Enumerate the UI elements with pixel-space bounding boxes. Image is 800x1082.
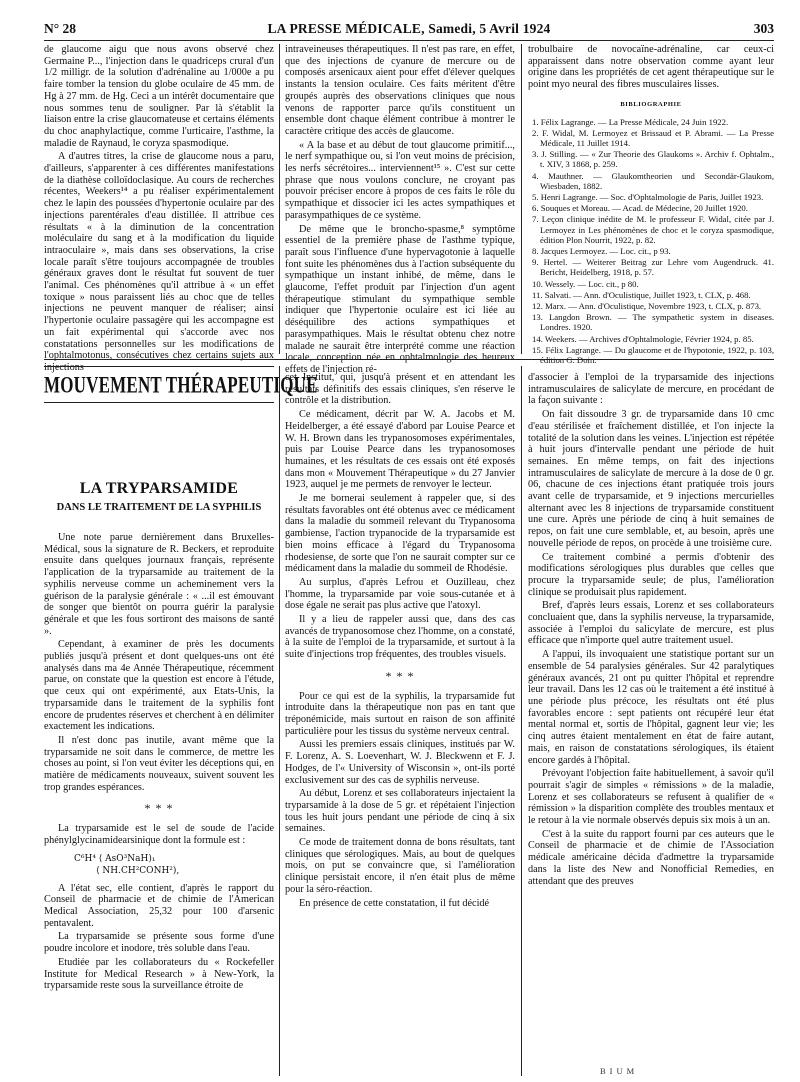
paragraph: Bref, d'après leurs essais, Lorenz et ses collaborateurs concluaient que, dans la syphilis nerveuse, la tryparsamide, associée à l'emploi du salicylate de mercure, est plus efficace que n'importe quel autre traitement usuel. (528, 600, 774, 647)
bibliography-entry: 11. Salvati. — Ann. d'Oculistique, Juillet 1923, t. CLX, p. 468. (532, 289, 751, 300)
top-column-1 (44, 44, 274, 373)
paragraph: A l'état sec, elle contient, d'après le rapport du Conseil de pharmacie et de chimie de l'American Medical Association, 25,32 pour 100 d'arsenic pentavalent. (44, 882, 274, 929)
paragraph: d'associer à l'emploi de la tryparsamide des injections intramusculaires de salicylate de mercure, en procédant de la façon suivante : (528, 372, 774, 407)
bibliography-entry: 13. Langdon Brown. — The sympathetic system in diseases. Londres. 1920. (532, 312, 774, 333)
paragraph: Ce mode de traitement donna de bons résultats, tant cliniques que sérologiques. Mais, au bout de quelques mois, on put se convaincre que, si l'amélioration clinique persistait encore, il n'en était plus de même pour la séro-réaction. (285, 837, 515, 895)
bibliography-entry: 8. Jacques Lermoyez. — Loc. cit., p 93. (532, 245, 671, 256)
paragraph: Une note parue dernièrement dans Bruxelles-Médical, sous la signature de R. Beckers, et reproduite ensuite dans quelques journaux français, représente l'application de la tryparsamide au traitement de la syphilis nerveuse comme un acheminement vers la guérison de la paralysie générale : « ...il est émouvant de songer que bientôt on pourra guérir la paralysie générale et que les fous sortiront des maisons de santé ». (44, 532, 274, 637)
column-divider (521, 366, 522, 1076)
bibliography-entry: 3. J. Stilling. — « Zur Theorie des Glaukoms ». Archiv f. Ophtalm., t. XIV, 3 1868, p. 259. (532, 149, 774, 170)
paragraph: Il y a lieu de rappeler aussi que, dans des cas avancés de trypanosomose chez l'homme, on a constaté, à la suite de l'emploi de la tryparsamide, et surtout à la suite d'injections trop fréquentes, des troubles visuels. (285, 614, 515, 661)
chemical-formula (74, 853, 274, 877)
bibliography-entry: 2. F. Widal, M. Lermoyez et Brissaud et P. Abrami. — La Presse Médicale, 11 Juillet 1914. (532, 127, 774, 148)
paragraph: La tryparsamide se présente sous forme d'une poudre incolore et inodore, très soluble dans l'eau. (44, 931, 274, 955)
banner-rule (44, 366, 274, 367)
paragraph: Cependant, à examiner de près les documents publiés jusqu'à présent et dont quelques-uns ont été analysés dans ma 4e Année Thérapeutique, récemment parue, on constate que la question est encore à l'étude, que ceux qui ont expérimenté, aux Etats-Unis, la tryparsamide dans le traitement de la syphilis font encore de prudentes réserves et cherchent à en délimiter exactement les indications. (44, 639, 274, 733)
bibliography-entry: 4. Mauthner. — Glaukomtheorien und Secondär-Glaukom, Wiesbaden, 1882. (532, 170, 774, 191)
bibliography-entry: 5. Henri Lagrange. — Soc. d'Ophtalmologie de Paris, Juillet 1923. (532, 191, 764, 202)
bibliography-entry: 12. Marx. — Ann. d'Oculistique, Novembre 1923, t. CLX, p. 873. (532, 300, 762, 311)
bibliography-title: BIBLIOGRAPHIE (620, 100, 682, 108)
paragraph: Au surplus, d'après Lefrou et Ouzilleau, chez l'homme, la tryparsamide par voie sous-cutanée et à dose égale ne serait pas plus active que l'atoxyl. (285, 576, 515, 612)
page-number: 303 (753, 21, 774, 36)
article-column-2 (285, 372, 515, 1077)
paragraph: En présence de cette constatation, il fut décidé (299, 897, 490, 909)
bibliography-list (528, 117, 774, 366)
issue-number: N° 28 (44, 21, 77, 36)
paragraph: Aussi les premiers essais cliniques, institués par W. F. Lorenz, A. S. Loevenhart, W. J. Bleckwenn et F. J. Hodges, de l'« University of Wisconsin », ont-ils porté exclusivement sur des cas de syphilis nerveuse. (285, 739, 515, 786)
top-column-3 (528, 44, 774, 365)
column-divider (279, 44, 280, 354)
paragraph: Ce médicament, décrit par W. A. Jacobs et M. Heidelberger, a été essayé d'abord par Louise Pearce et W. H. Brown dans les trypanosomoses expérimentales, puis par Louise Pearce dans les trypanosomoses humaines, et les résultats de ces essais ont été exposés dans mon « Mouvement Thérapeutique » du 27 Janvier 1923, auquel je me permets de renvoyer le lecteur. (285, 409, 515, 491)
section-divider (44, 359, 774, 360)
section-banner: MOUVEMENT THÉRAPEUTIQUE (44, 372, 318, 398)
section-asterism: * * * (144, 801, 174, 816)
bibliography-entry: 7. Leçon clinique inédite de M. le professeur F. Widal, citée par J. Lermoyez in Les phénomènes de choc et le coryza spasmodique, édition Plon Nourrit, 1922, p. 82. (532, 214, 774, 245)
paragraph: Prévoyant l'objection faite habituellement, à savoir qu'il pourrait s'agir de simples « rémissions » de la maladie, Lorenz et ses collaborateurs se refusent à qualifier de « rémission » la disparition complète des troubles mentaux et le retour à la vie normale observés depuis six mois à un an. (528, 768, 774, 827)
paragraph: Au début, Lorenz et ses collaborateurs injectaient la tryparsamide à la dose de 5 gr. et répétaient l'injection tous les huit jours pendant une période de cinq à six semaines. (285, 788, 515, 835)
bibliography-entry: 14. Weekers. — Archives d'Ophtalmologie, Février 1924, p. 85. (532, 333, 754, 344)
paragraph: Ce traitement combiné a permis d'obtenir des modifications sérologiques plus durables que celles que procure la tryparsamide seule; de plus, l'amélioration clinique se produisait plus rapidement. (528, 551, 774, 598)
section-asterism: * * * (385, 668, 415, 683)
bibliography-entry: 15. Félix Lagrange. — Du glaucome et de l'hypotonie, 1922, p. 103, édition G. Doin. (532, 344, 774, 365)
paragraph: trobulbaire de novocaïne-adrénaline, car ceux-ci apparaissent dans notre observation comme ayant leur origine dans les propriétés de cet agent thérapeutique sur le point myo neural des fibres musculaires lisses. (528, 44, 774, 91)
paragraph: Etudiée par les collaborateurs du « Rockefeller Institute for Medical Research » à New-York, la tryparsamide reste sous la surveillance étroite de (44, 956, 274, 992)
paragraph: C'est à la suite du rapport fourni par ces auteurs que le Conseil de pharmacie et de chimie de l'Association médicale américaine décida d'admettre la tryparsamide dans la liste des New and Nonofficial Remedies, en attendant que des preuves (528, 828, 774, 887)
bibliography-entry: 1. Félix Lagrange. — La Presse Médicale, 24 Juin 1922. (532, 116, 729, 127)
bibliography-entry: 6. Souques et Moreau. — Acad. de Médecine, 20 Juillet 1920. (532, 203, 748, 214)
article-column-3 (528, 372, 774, 1077)
journal-title: LA PRESSE MÉDICALE, Samedi, 5 Avril 1924 (267, 21, 551, 36)
paragraph: A l'appui, ils invoquaient une statistique portant sur un ensemble de 54 paralysies générales. Sur 42 paralytiques généraux avancés, 21 ont pu quitter l'hôpital et reprendre leur travail. Dans les 12 cas où le traitement a été institué à une période plus précoce, les résultats ont été plus favorables encore : sept patients ont récupéré leur état mental normal et, sortis de l'hôpital, gagnent leur vie; les cinq autres étaient mentalement en état de faire autant, mais, en raison de constatations sérologiques, ils étaient encore gardés à l'hôpital. (528, 649, 774, 766)
paragraph: De même que le broncho-spasme,⁸ symptôme essentiel de la première phase de l'asthme typique, paraît sous l'influence d'une hypervagotonie à laquelle font suite les phénomènes dus à l'action subséquente du sympathique un instant inhibé, de même, dans le glaucome, l'effet produit par l'injection d'un agent thérapeutique stimulant du sympathique semble indiquer que l'hypertonie oculaire est ici liée au déséquilibre des actions sympathiques et parasympathiques. Mais le résultat obtenu chez notre malade ne saurait être interprété comme une réaction locale, conception née en ophtalmologie des heureux effets de l'injection ré- (285, 223, 515, 375)
paragraph: On fait dissoudre 3 gr. de tryparsamide dans 10 cmc d'eau stérilisée et fraîchement distillée, et l'on injecte la totalité de la solution dans les veines. L'injection est répétée à huit jours d'intervalle pendant une période de huit semaines. En même temps, on fait des injections intramusculaires de salicylate de mercure à la dose de 0 gr. 06, chacune de ces injections étant pratiquée trois jours avant celle de tryparsamide, et 9 injections mercurielles alternant avec les 8 injections de tryparsamide constituent une cure. Après une période de cinq à huit semaines de repos, on fait une cure semblable, et, au besoin, après une nouvelle période de repos, on procède à une troisième cure. (528, 409, 774, 549)
paragraph: de glaucome aigu que nous avons observé chez Germaine P..., l'injection dans le quadriceps crural d'un 1/2 milligr. de la solution d'adrénaline au 1/000e a pu faire tomber la tension du globe oculaire de 45 mm. de Hg à 27 mm. de Hg. Ceci a un intérêt documentaire que nous sommes tenu de souligner. Par là s'établit la liaison entre la crise glaucomateuse et certains éléments du choc anaphylactique, comme l'urticaire, l'asthme, la maladie de Raynaud, le coryza spasmodique. (44, 44, 274, 149)
column-divider (279, 366, 280, 1076)
paragraph: La tryparsamide est le sel de soude de l'acide phénylglycinamidearsinique dont la formule est : (44, 823, 274, 846)
column-divider (521, 44, 522, 354)
paragraph: cet Institut, qui, jusqu'à présent et en attendant les résultats définitifs des essais cliniques, s'en réserve le contrôle et la distribution. (285, 372, 515, 407)
bibliography-entry: 9. Hertel. — Weiterer Beitrag zur Lehre vom Augendruck. 41. Bericht, Heidelberg, 1918, p. 57. (532, 257, 774, 278)
paragraph: Je me bornerai seulement à rappeler que, si des résultats favorables ont été obtenus avec ce médicament dans la maladie du sommeil relevant du Trypanosoma gambiense, l'action trypanocide de la tryparsamide est bien moins efficace à l'égard du Trypanosoma rhodesiense, de sorte que l'on ne saurait compter sur ce médicament dans la maladie du sommeil de Rhodésie. (285, 493, 515, 575)
article-subtitle: DANS LE TRAITEMENT DE LA SYPHILIS (56, 502, 262, 513)
bibliography-entry: 10. Wessely. — Loc. cit., p 80. (532, 278, 639, 289)
formula-line: C⁶H⁴ ⟨ AsO³NaH)₁ (74, 853, 156, 864)
library-watermark: BIUM (600, 1066, 639, 1076)
banner-rule (44, 402, 274, 403)
top-column-2 (285, 44, 515, 375)
article-title: LA TRYPARSAMIDE (79, 480, 239, 497)
article-column-1 (44, 532, 274, 1077)
paragraph: intraveineuses thérapeutiques. Il n'est pas rare, en effet, que des injections de cyanure de mercure ou de composés arsenicaux aient pour effet d'élever quelques instants la tension oculaire. Ces faits méritent d'être groupés auprès des observations cliniques que nous venons de rapporter parce qu'ils constituent un ensemble dont chaque élément contribue à montrer le caractère critique des accès de glaucome. (285, 44, 515, 137)
paragraph: Pour ce qui est de la syphilis, la tryparsamide fut introduite dans la thérapeutique non pas en tant que tréponémicide, mais surtout en raison de son affinité particulière pour les tissus du système nerveux central. (285, 690, 515, 737)
running-header (44, 18, 774, 41)
paragraph: Il n'est donc pas inutile, avant même que la tryparsamide ne soit dans le commerce, de mettre les choses au point, si l'on veut éviter les déceptions qui, en matière de médicaments nouveaux, suivent souvent les trop grandes espérances. (44, 734, 274, 793)
paragraph: « A la base et au début de tout glaucome primitif..., le nerf sympathique ou, si l'on veut moins de précision, les nerfs sécrétoires... interviennent¹⁵ ». C'est sur cette phrase que nous voulons conclure, ne croyant pas pouvoir préciser encore à propos de ces faits le rôle du sympathique et dissocier ici les actes sympathiques et parasympathiques de ce système. (285, 139, 515, 221)
formula-line: ⟨ NH.CH²CONH²), (96, 865, 180, 876)
paragraph: A d'autres titres, la crise de glaucome nous a paru, d'ailleurs, s'apparenter à ces différentes manifestations de la diathèse colloïdoclasique. Au cours de recherches récentes, Weekers¹⁴ a pu réaliser expérimentalement chez le lapin des poussées d'hypertonie oculaire par des injections parentérales d'eau distillée. Il attribue ces résultats « à la diminution de la concentration moléculaire du sang et à la modification du liquide intraoculaire », mais dans ses observations, la crise locale paraît s'être toujours accompagnée de troubles généraux graves dont le résultat fut souvent de tuer l'animal. Ces phénomènes qu'il attribue à « un effet toxique » nous paraissent liés au choc que de telles injections ne peuvent manquer de réaliser; ainsi l'hypertonie oculaire passagère qui les accompagne est un fait expérimental qui s'accorde avec nos constatations personnelles sur les modifications de l'ophtalmotonus, consécutives chez certains sujets aux injections (44, 151, 274, 373)
